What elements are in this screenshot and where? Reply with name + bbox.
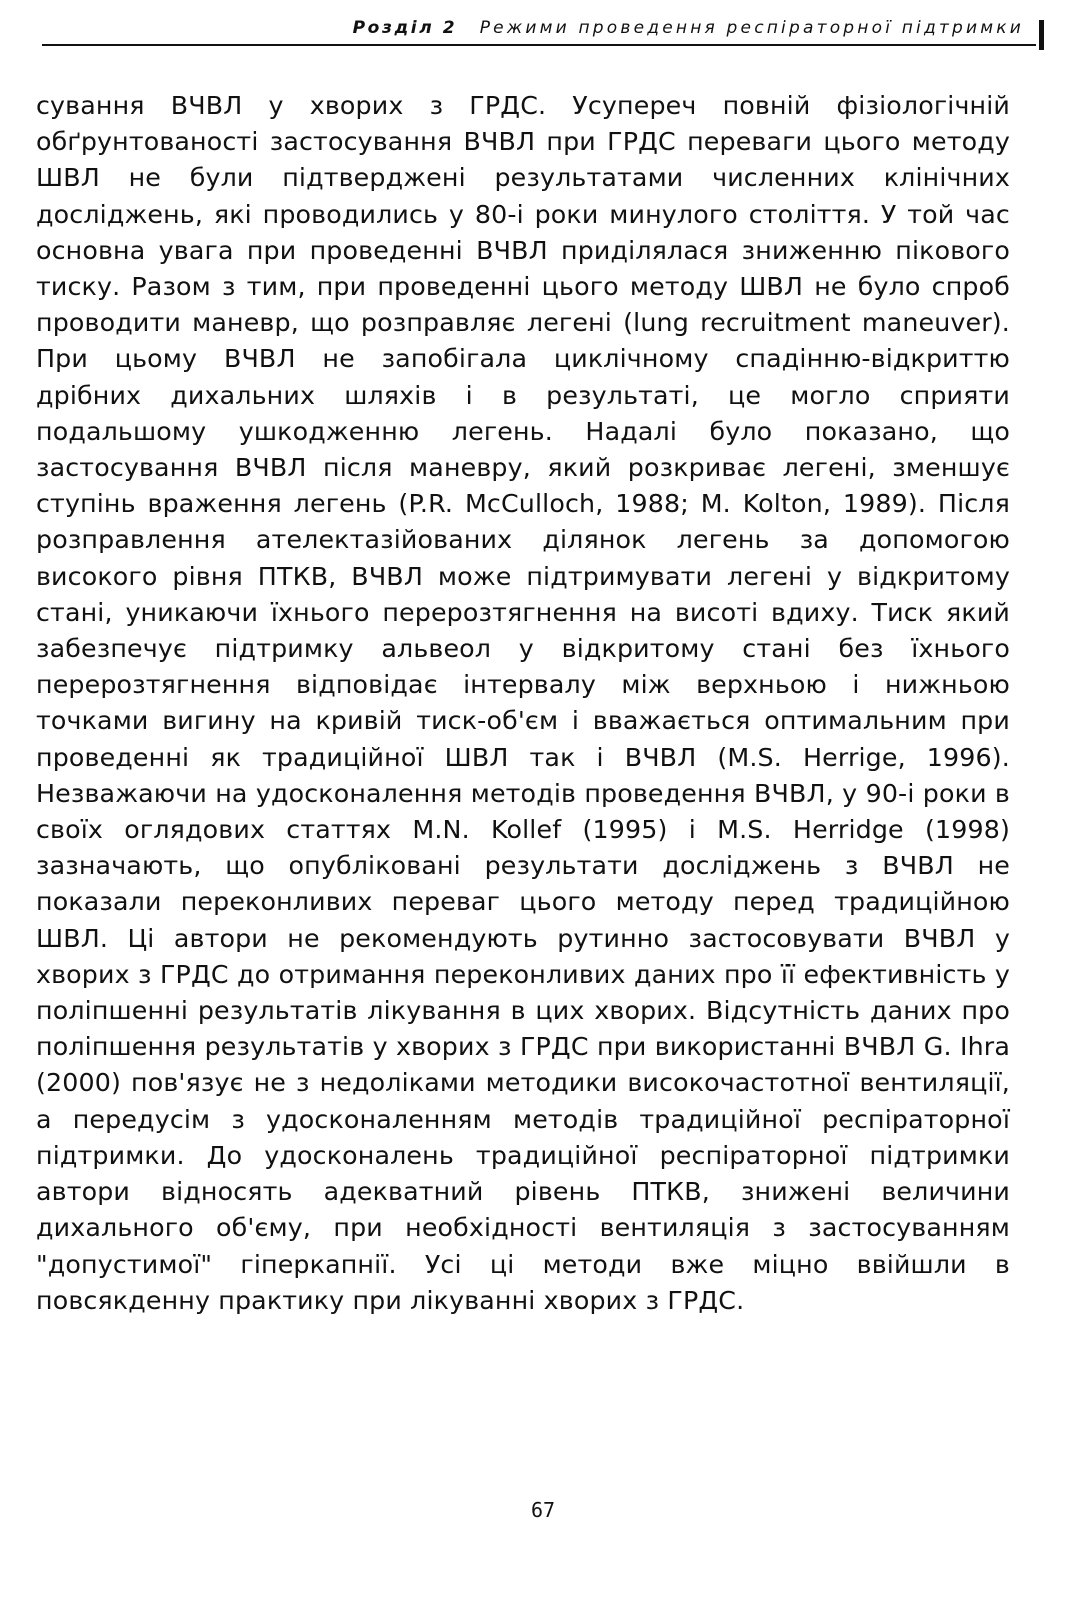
body-paragraph: сування ВЧВЛ у хворих з ГРДС. Усупереч повній фізіологічній обґрунтованості застосування ВЧВЛ при ГРДС переваги цього методу ШВЛ не були підтверджені результатами численних клінічних досліджень, які проводились у 80-і роки минулого століття. У той час основна увага при проведенні ВЧВЛ приділялася зниженню пікового тиску. Разом з тим, при проведенні цього методу ШВЛ не було спроб проводити маневр, що розправляє легені (lung recruitment maneuver). При цьому ВЧВЛ не запобігала циклічному спадінню-відкриттю дрібних дихальних шляхів і в результаті, це могло сприяти подальшому ушкодженню легень. Надалі було показано, що застосування ВЧВЛ після маневру, який розкриває легені, зменшує ступінь враження легень (P.R. McCulloch, 1988; M. Kolton, 1989). Після розправлення ателектазійованих ділянок легень за допомогою високого рівня ПТКВ, ВЧВЛ може підтримувати легені у відкритому стані, уникаючи їхнього перерозтягнення на висоті вдиху. Тиск який забезпечує підтримку альвеол у відкритому стані без їхнього перерозтягнення відповідає інтервалу між верхньою і нижньою точками вигину на кривій тиск-об'єм і вважається оптимальним при проведенні як традиційної ШВЛ так і ВЧВЛ (M.S. Herrige, 1996). Незважаючи на удосконалення методів проведення ВЧВЛ, у 90-і роки в своїх оглядових статтях M.N. Kollef (1995) і M.S. Herridge (1998) зазначають, що опубліковані результати досліджень з ВЧВЛ не показали переконливих переваг цього методу перед традиційною ШВЛ. Ці автори не рекомендують рутинно застосовувати ВЧВЛ у хворих з ГРДС до отримання переконливих даних про її ефективність у поліпшенні результатів лікування в цих хворих. Відсутність даних про поліпшення результатів у хворих з ГРДС при використанні ВЧВЛ G. Ihra (2000) пов'язує не з недоліками методики високочастотної вентиляції, а передусім з удосконаленням методів традиційної респіраторної підтримки. До удосконалень традиційної респіраторної підтримки автори відносять адекватний рівень ПТКВ, знижені величини дихального об'єму, при необхідності вентиляція з застосуванням "допустимої" гіперкапнії. Усі ці методи вже міцно ввійшли в повсякденну практику при лікуванні хворих з ГРДС. bbox=[36, 91, 1010, 1315]
running-header bbox=[42, 14, 1044, 42]
chapter-label: Розділ 2 bbox=[352, 18, 458, 38]
header-edge-mark bbox=[1039, 20, 1044, 50]
page-number: 67 bbox=[530, 1498, 556, 1522]
header-rule bbox=[42, 44, 1036, 46]
running-header-text bbox=[353, 18, 1024, 38]
chapter-title: Режими проведення респіраторної підтримки bbox=[479, 18, 1024, 38]
